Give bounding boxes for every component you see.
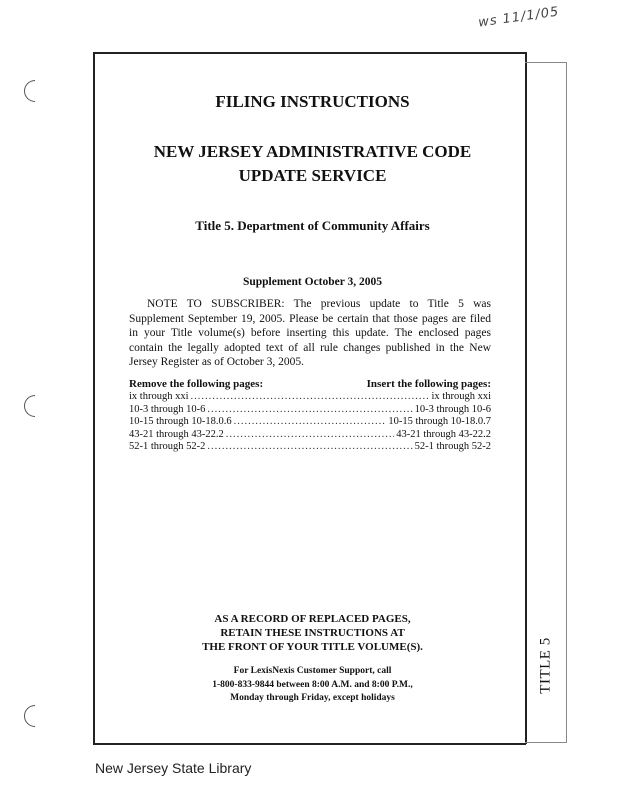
frame-border-top <box>93 52 526 54</box>
page-list-header <box>129 378 491 390</box>
record-instructions <box>100 612 525 654</box>
title-tab-label: TITLE 5 <box>537 636 554 694</box>
insert-range: ix through xxi <box>431 391 491 402</box>
tab-edge-line <box>566 62 567 742</box>
tab-divider-line <box>525 52 527 744</box>
page-list-row <box>129 404 491 417</box>
record-line3: THE FRONT OF YOUR TITLE VOLUME(S). <box>202 641 423 653</box>
dot-leader <box>207 441 412 452</box>
dot-leader <box>226 429 394 440</box>
remove-range: ix through xxi <box>129 391 189 402</box>
page-list-row <box>129 391 491 404</box>
page-title: FILING INSTRUCTIONS <box>215 92 410 111</box>
remove-range: 43-21 through 43-22.2 <box>129 428 224 440</box>
title-tab <box>531 620 561 710</box>
service-heading <box>100 140 525 188</box>
service-heading-line2: UPDATE SERVICE <box>238 166 387 185</box>
supplement-date: Supplement October 3, 2005 <box>242 276 383 288</box>
punch-hole-mark <box>24 395 35 417</box>
insert-range: 52-1 through 52-2 <box>414 441 491 452</box>
service-heading-line1: NEW JERSEY ADMINISTRATIVE CODE <box>153 142 472 161</box>
support-line3: Monday through Friday, except holidays <box>230 693 395 703</box>
title-subtitle: Title 5. Department of Community Affairs <box>195 218 430 233</box>
remove-range: 52-1 through 52-2 <box>129 441 206 452</box>
dot-leader <box>191 391 430 402</box>
subscriber-note-text: NOTE TO SUBSCRIBER: The previous update to Title 5 was Supplement September 19, 2005. Please be certain that those pages are filed in your Title volume(s) before inserting this update. The enclosed pages contain the legally adopted text of all rule changes published in the New Jersey Register as of October 3, 2005. <box>129 298 491 368</box>
remove-range: 10-3 through 10-6 <box>129 403 206 415</box>
record-line2: RETAIN THESE INSTRUCTIONS AT <box>220 627 405 639</box>
tab-edge-top <box>525 62 567 63</box>
tab-edge-bottom <box>525 742 567 743</box>
frame-border-bottom <box>93 743 526 745</box>
punch-hole-mark <box>24 80 35 102</box>
handwritten-note: ws 11/1/05 <box>477 4 561 31</box>
dot-leader <box>207 404 412 415</box>
subscriber-note <box>129 297 491 370</box>
support-line2: 1-800-833-9844 between 8:00 A.M. and 8:00 P.M., <box>212 679 413 690</box>
insert-range: 10-3 through 10-6 <box>414 403 491 415</box>
page-list-row <box>129 416 491 429</box>
dot-leader <box>234 416 387 427</box>
page-list-row <box>129 429 491 442</box>
page-replacement-list <box>129 378 491 454</box>
remove-pages-header: Remove the following pages: <box>129 378 264 390</box>
frame-border-left <box>93 52 95 744</box>
insert-range: 10-15 through 10-18.0.7 <box>388 416 491 427</box>
remove-range: 10-15 through 10-18.0.6 <box>129 416 232 427</box>
support-line1: For LexisNexis Customer Support, call <box>233 666 392 676</box>
punch-hole-mark <box>24 705 35 727</box>
customer-support-info <box>100 665 525 706</box>
page-list-row <box>129 441 491 454</box>
record-line1: AS A RECORD OF REPLACED PAGES, <box>214 613 411 625</box>
insert-pages-header: Insert the following pages: <box>366 378 491 390</box>
library-footer: New Jersey State Library <box>95 760 252 776</box>
insert-range: 43-21 through 43-22.2 <box>396 428 491 440</box>
